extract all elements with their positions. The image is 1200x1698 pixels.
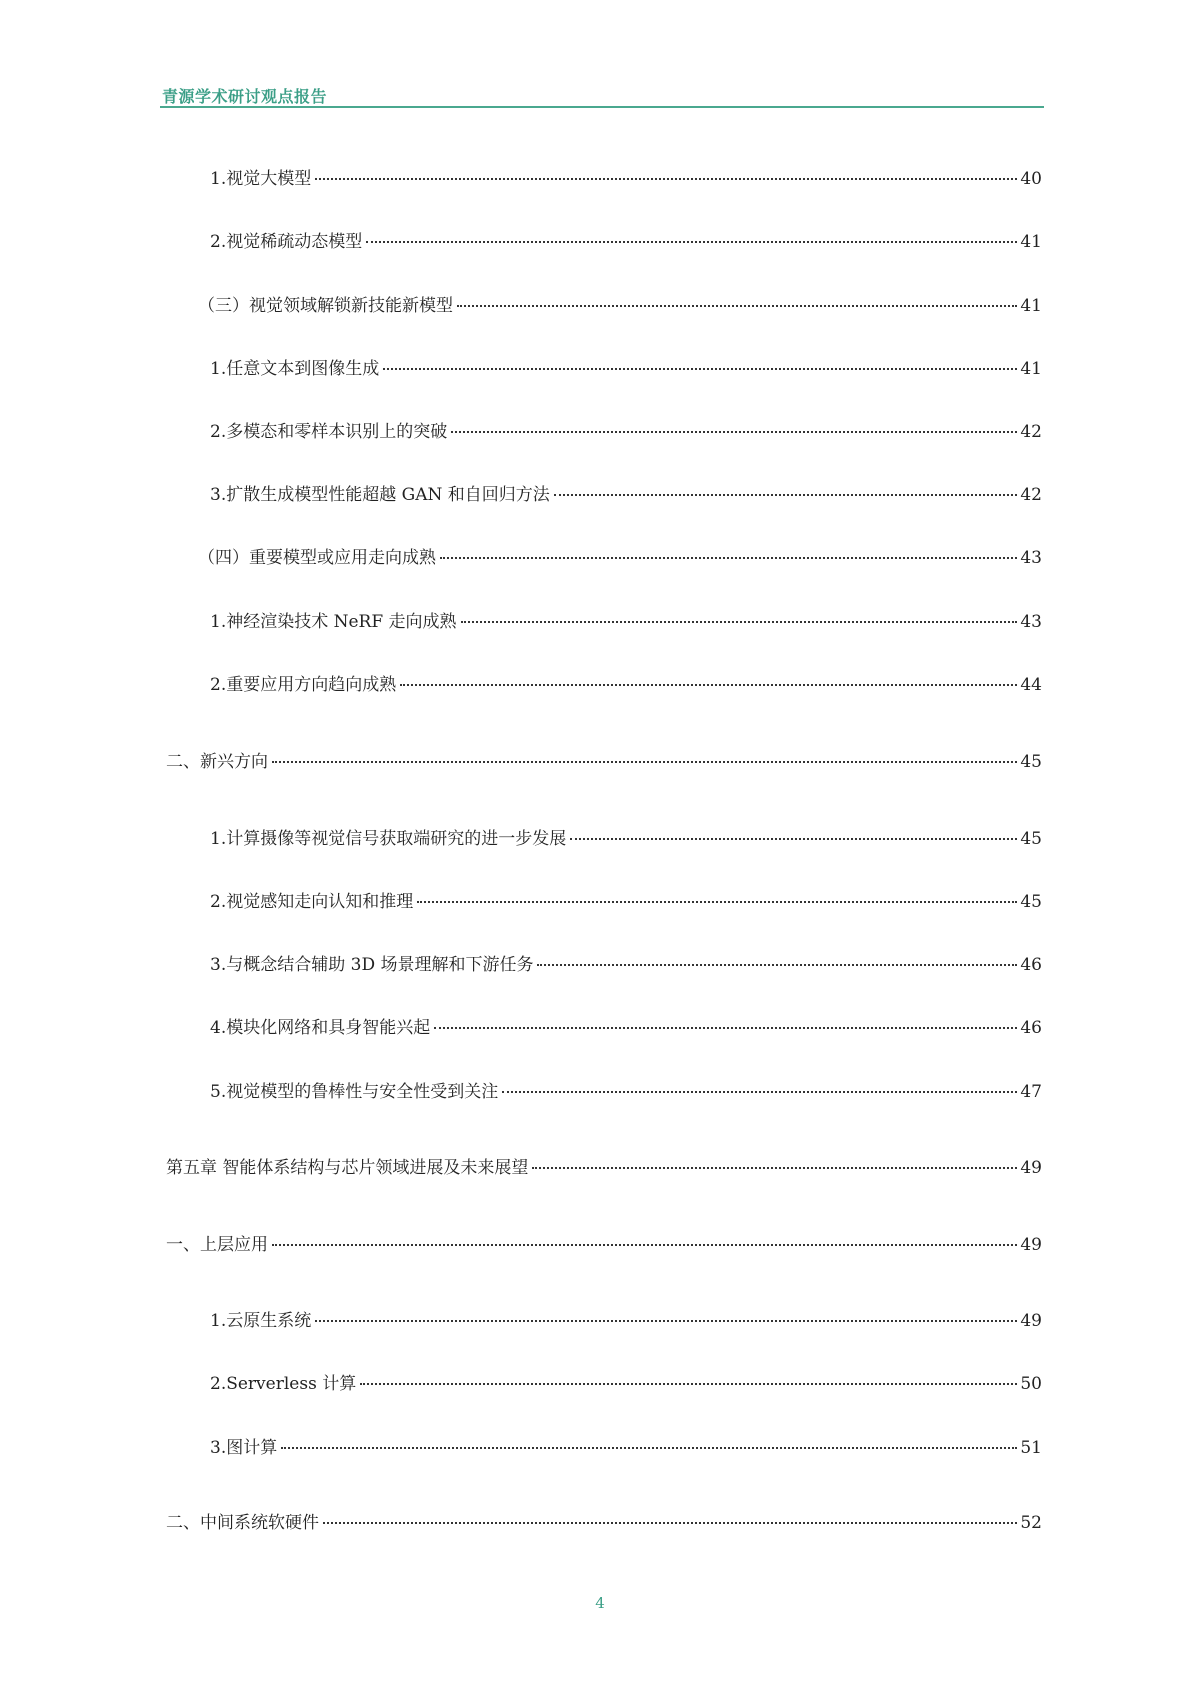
- toc-dot-leader: [366, 241, 1017, 243]
- toc-entry[interactable]: [210, 827, 1042, 851]
- toc-dot-leader: [457, 305, 1017, 307]
- toc-entry-page: 46: [1020, 955, 1042, 975]
- toc-dot-leader: [323, 1522, 1017, 1524]
- toc-dot-leader: [451, 431, 1017, 433]
- toc-entry-label: 1.云原生系统: [210, 1311, 312, 1331]
- toc-entry-label: 2.视觉感知走向认知和推理: [210, 892, 414, 912]
- toc-dot-leader: [272, 761, 1017, 763]
- toc-entry[interactable]: [210, 673, 1042, 697]
- toc-entry[interactable]: [210, 420, 1042, 444]
- toc-entry[interactable]: [198, 294, 1042, 318]
- toc-entry-label: 二、新兴方向: [166, 752, 268, 772]
- toc-entry[interactable]: [166, 1233, 1042, 1257]
- toc-entry-label: 1.视觉大模型: [210, 169, 312, 189]
- toc-dot-leader: [272, 1244, 1017, 1246]
- toc-entry-label: 1.神经渲染技术 NeRF 走向成熟: [210, 612, 457, 632]
- toc-entry-page: 51: [1020, 1438, 1042, 1458]
- toc-entry-page: 50: [1020, 1374, 1042, 1394]
- toc-entry[interactable]: [210, 890, 1042, 914]
- toc-entry-label: 5.视觉模型的鲁棒性与安全性受到关注: [210, 1082, 499, 1102]
- toc-entry[interactable]: [198, 546, 1042, 570]
- toc-dot-leader: [400, 684, 1017, 686]
- toc-entry-label: 2.Serverless 计算: [210, 1374, 357, 1394]
- toc-entry-page: 46: [1020, 1018, 1042, 1038]
- toc-entry-page: 42: [1020, 422, 1042, 442]
- toc-entry-label: 二、中间系统软硬件: [166, 1513, 319, 1533]
- toc-entry-page: 49: [1020, 1311, 1042, 1331]
- toc-entry-page: 47: [1020, 1082, 1042, 1102]
- toc-dot-leader: [315, 1320, 1017, 1322]
- toc-dot-leader: [502, 1091, 1017, 1093]
- toc-entry-label: （三）视觉领域解锁新技能新模型: [198, 296, 453, 316]
- toc-entry-label: 一、上层应用: [166, 1235, 268, 1255]
- toc-dot-leader: [417, 901, 1017, 903]
- toc-entry-label: 4.模块化网络和具身智能兴起: [210, 1018, 431, 1038]
- toc-entry-label: 2.视觉稀疏动态模型: [210, 232, 363, 252]
- toc-entry-page: 45: [1020, 829, 1042, 849]
- toc-entry[interactable]: [210, 230, 1042, 254]
- toc-dot-leader: [383, 368, 1017, 370]
- toc-entry[interactable]: [210, 1436, 1042, 1460]
- toc-entry-label: 1.任意文本到图像生成: [210, 359, 380, 379]
- toc-entry[interactable]: [166, 1156, 1042, 1180]
- toc-entry[interactable]: [166, 750, 1042, 774]
- toc-dot-leader: [434, 1027, 1017, 1029]
- toc-entry[interactable]: [210, 1309, 1042, 1333]
- toc-entry[interactable]: [210, 483, 1042, 507]
- toc-entry[interactable]: [210, 167, 1042, 191]
- header-divider: [160, 106, 1044, 108]
- toc-entry-page: 41: [1020, 296, 1042, 316]
- toc-entry-label: 第五章 智能体系结构与芯片领域进展及未来展望: [166, 1158, 529, 1178]
- toc-entry-page: 45: [1020, 752, 1042, 772]
- toc-entry-label: 1.计算摄像等视觉信号获取端研究的进一步发展: [210, 829, 567, 849]
- toc-entry[interactable]: [210, 610, 1042, 634]
- toc-entry-page: 42: [1020, 485, 1042, 505]
- toc-entry-page: 49: [1020, 1158, 1042, 1178]
- toc-entry-page: 49: [1020, 1235, 1042, 1255]
- toc-entry-label: 3.图计算: [210, 1438, 278, 1458]
- toc-entry-page: 45: [1020, 892, 1042, 912]
- toc-entry[interactable]: [210, 953, 1042, 977]
- toc-dot-leader: [360, 1383, 1017, 1385]
- toc-entry[interactable]: [210, 1080, 1042, 1104]
- toc-entry[interactable]: [166, 1511, 1042, 1535]
- toc-entry[interactable]: [210, 1016, 1042, 1040]
- toc-dot-leader: [554, 494, 1018, 496]
- toc-entry-page: 43: [1020, 612, 1042, 632]
- toc-entry-label: 3.扩散生成模型性能超越 GAN 和自回归方法: [210, 485, 550, 505]
- toc-dot-leader: [532, 1167, 1017, 1169]
- toc-entry-label: （四）重要模型或应用走向成熟: [198, 548, 436, 568]
- toc-dot-leader: [570, 838, 1017, 840]
- toc-dot-leader: [315, 178, 1017, 180]
- toc-dot-leader: [537, 964, 1017, 966]
- toc-dot-leader: [440, 557, 1017, 559]
- toc-entry[interactable]: [210, 357, 1042, 381]
- toc-dot-leader: [461, 621, 1018, 623]
- toc-entry-page: 52: [1020, 1513, 1042, 1533]
- toc-entry-page: 41: [1020, 359, 1042, 379]
- page-number: 4: [595, 1594, 605, 1612]
- toc-dot-leader: [281, 1447, 1017, 1449]
- toc-entry-label: 2.重要应用方向趋向成熟: [210, 675, 397, 695]
- toc-entry[interactable]: [210, 1372, 1042, 1396]
- running-header-title: 青源学术研讨观点报告: [162, 87, 328, 106]
- toc-entry-page: 43: [1020, 548, 1042, 568]
- toc-entry-page: 40: [1020, 169, 1042, 189]
- toc-entry-page: 44: [1020, 675, 1042, 695]
- toc-entry-page: 41: [1020, 232, 1042, 252]
- toc-entry-label: 2.多模态和零样本识别上的突破: [210, 422, 448, 442]
- toc-entry-label: 3.与概念结合辅助 3D 场景理解和下游任务: [210, 955, 534, 975]
